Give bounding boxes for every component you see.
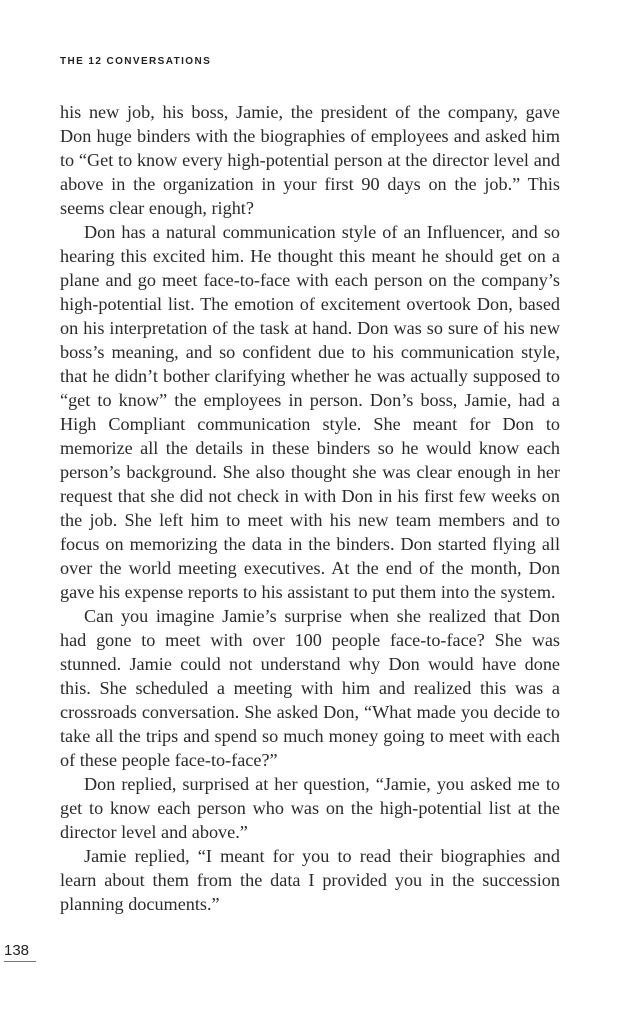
body-text bbox=[60, 100, 560, 916]
paragraph: Can you imagine Jamie’s surprise when she realized that Don had gone to meet with over 100 people face-to-face? She was stunned. Jamie could not understand why Don would have done this. She scheduled a meeting with him and realized this was a crossroads conversation. She asked Don, “What made you decide to take all the trips and spend so much money going to meet with each of these people face-to-face?” bbox=[60, 606, 560, 770]
paragraph: Don replied, surprised at her question, “Jamie, you asked me to get to know each person who was on the high-potential list at the director level and above.” bbox=[60, 774, 560, 842]
paragraph: Don has a natural communication style of an Influencer, and so hearing this excited him. He thought this meant he should get on a plane and go meet face-to-face with each person on the company’s high-potential list. The emotion of excitement overtook Don, based on his interpretation of the task at hand. Don was so sure of his new boss’s meaning, and so confident due to his communication style, that he didn’t bother clarifying whether he was actually supposed to “get to know” the employees in person. Don’s boss, Jamie, had a High Compliant communication style. She meant for Don to memorize all the details in these binders so he would know each person’s background. She also thought she was clear enough in her request that she did not check in with Don in his first few weeks on the job. She left him to meet with his new team members and to focus on memorizing the data in the binders. Don started flying all over the world meeting executives. At the end of the month, Don gave his expense reports to his assistant to put them into the system. bbox=[60, 222, 560, 602]
running-head: THE 12 CONVERSATIONS bbox=[60, 56, 212, 67]
paragraph: Jamie replied, “I meant for you to read their biographies and learn about them from the data I provided you in the succession planning documents.” bbox=[60, 846, 560, 914]
paragraph-continued: his new job, his boss, Jamie, the president of the company, gave Don huge binders with the biographies of employees and asked him to “Get to know every high-potential person at the director level and above in the organization in your first 90 days on the job.” This seems clear enough, right? bbox=[60, 102, 560, 218]
page-number: 138 bbox=[4, 942, 36, 962]
